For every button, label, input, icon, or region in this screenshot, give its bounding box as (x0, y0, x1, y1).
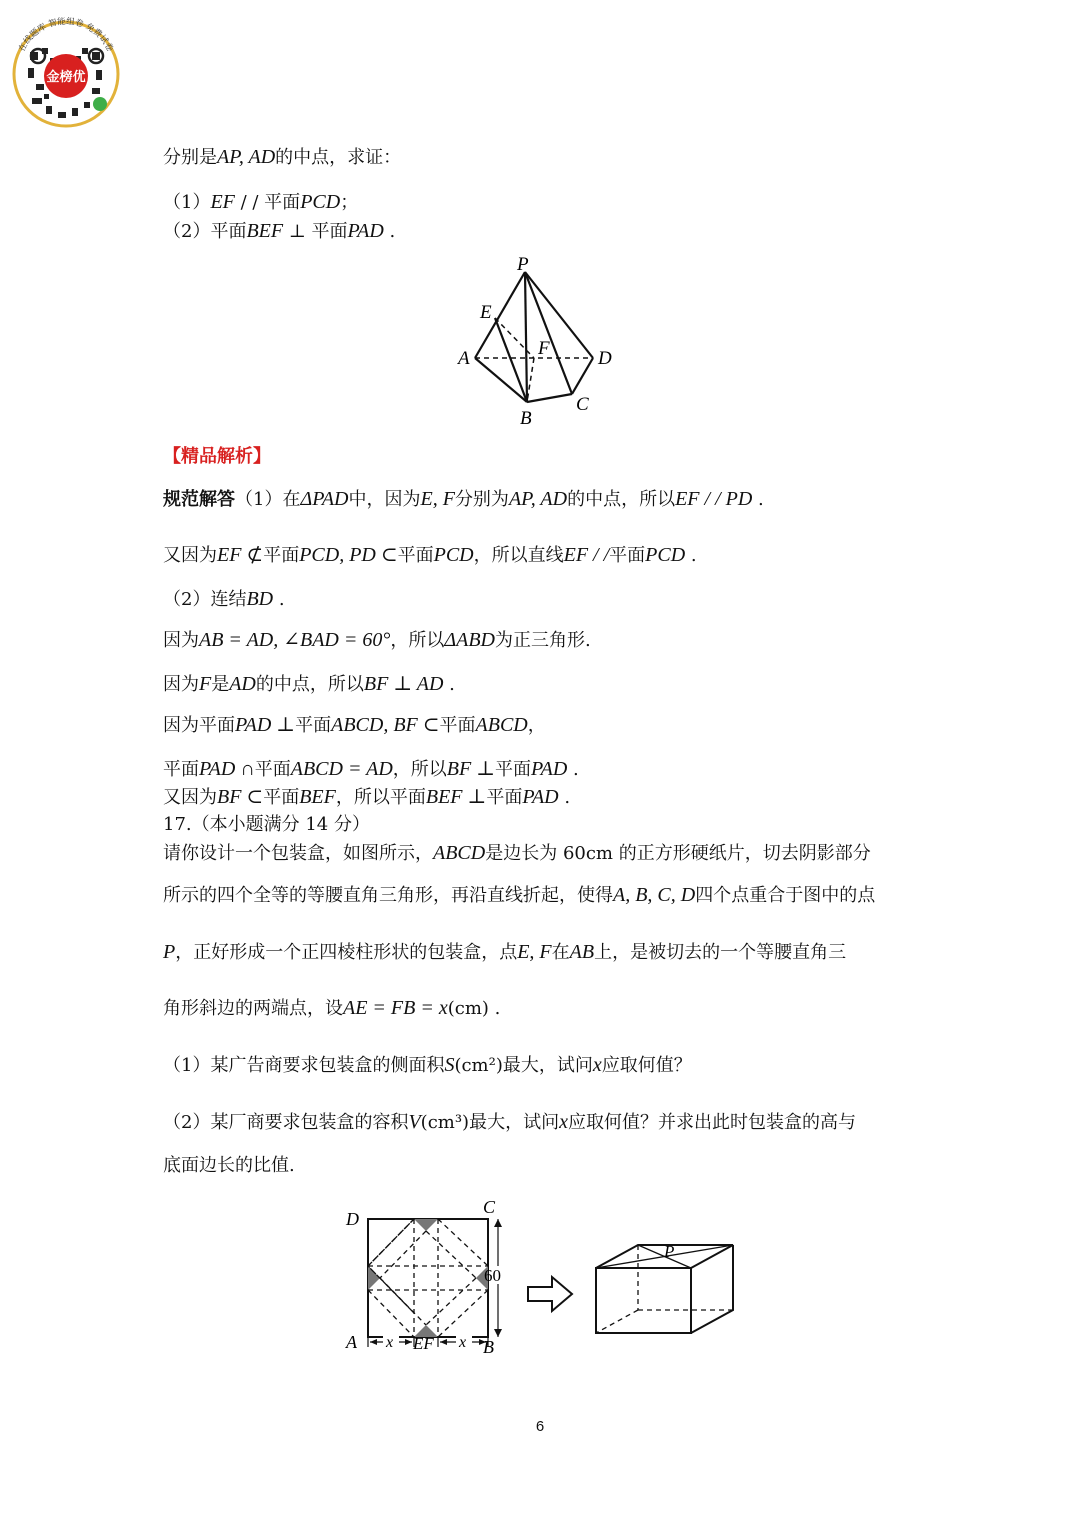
box-label-60: 60 (484, 1266, 501, 1285)
pyramid-label-E: E (480, 302, 492, 323)
box-label-C: C (483, 1197, 496, 1217)
pyramid-label-P: P (517, 254, 529, 275)
page-number: 6 (535, 1418, 545, 1435)
box-figure (340, 1195, 750, 1360)
pyramid-label-B: B (520, 408, 532, 429)
p16-question-1: （1）EF / / 平面PCD； (163, 191, 359, 213)
p17-question-2-cont: 底面边长的比值. (163, 1155, 295, 1176)
box-label-A: A (346, 1332, 357, 1352)
box-label-B: B (483, 1337, 494, 1357)
analysis-header: 【精品解析】 (163, 446, 271, 467)
p16-question-2: （2）平面BEF ⊥ 平面PAD . (163, 220, 396, 242)
analysis-step-5: 因为F是AD的中点，所以BF ⊥ AD . (163, 673, 455, 695)
box-label-x-right: x (459, 1334, 467, 1351)
box-label-x-left: x (386, 1334, 394, 1351)
transform-arrow (528, 1277, 572, 1311)
p17-question-1: （1）某广告商要求包装盒的侧面积S(cm²)最大，试问x应取何值？ (163, 1054, 692, 1076)
analysis-step-3: （2）连结BD . (163, 588, 285, 610)
p17-question-2: （2）某厂商要求包装盒的容积V(cm³)最大，试问x应取何值？并求出此时包装盒的高与 (163, 1111, 856, 1133)
p17-para-4: 角形斜边的两端点，设AE = FB = x(cm) . (163, 997, 501, 1019)
pyramid-figure (450, 252, 630, 432)
analysis-step-1: 规范解答（1）在ΔPAD中，因为E, F分别为AP, AD的中点，所以EF / / PD . (163, 488, 764, 510)
analysis-step-6: 因为平面PAD ⊥平面ABCD, BF ⊂平面ABCD， (163, 714, 546, 736)
p17-title: 17.（本小题满分 14 分） (163, 814, 370, 835)
pyramid-label-D: D (598, 348, 612, 369)
logo-badge-text: 金榜优 (46, 70, 86, 85)
analysis-step-7: 平面PAD ∩平面ABCD = AD，所以BF ⊥平面PAD . (163, 758, 579, 780)
box-label-EF: EF (413, 1334, 434, 1353)
logo (6, 8, 126, 128)
pyramid-label-F: F (538, 338, 550, 359)
analysis-step-8: 又因为BF ⊂平面BEF，所以平面BEF ⊥平面PAD . (163, 786, 571, 808)
box-label-P: P (664, 1242, 675, 1261)
pyramid-label-A: A (458, 348, 470, 369)
p17-para-2: 所示的四个全等的等腰直角三角形，再沿直线折起，使得A, B, C, D四个点重合于图中的点 (163, 884, 876, 906)
p16-intro: 分别是AP, AD的中点，求证： (163, 146, 402, 168)
p17-para-3: P，正好形成一个正四棱柱形状的包装盒，点E, F在AB上，是被切去的一个等腰直角三 (163, 941, 847, 963)
box-label-D: D (346, 1209, 359, 1229)
pyramid-label-C: C (576, 394, 589, 415)
analysis-step-2: 又因为EF ⊄平面PCD, PD ⊂平面PCD，所以直线EF / /平面PCD . (163, 544, 697, 566)
logo-arc-text: 在线题库 智能组卷 免费试卷 (17, 16, 115, 54)
p17-para-1: 请你设计一个包装盒，如图所示，ABCD是边长为 60cm 的正方形硬纸片，切去阴影部分 (163, 842, 871, 864)
analysis-step-4: 因为AB = AD, ∠BAD = 60°，所以ΔABD为正三角形. (163, 629, 591, 651)
